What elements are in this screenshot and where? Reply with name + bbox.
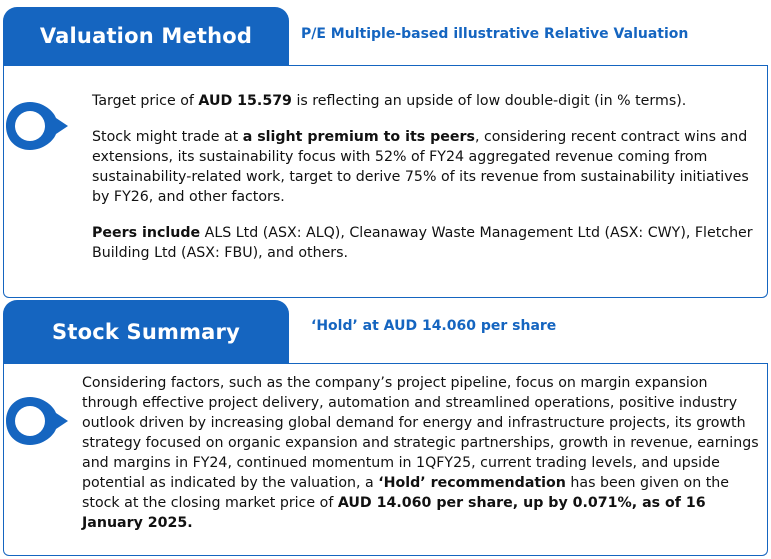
premium-highlight: a slight premium to its peers: [242, 129, 475, 145]
peers-label: Peers include: [92, 225, 201, 241]
summary-text: [82, 373, 764, 533]
closing-price-highlight: AUD 14.060 per share, up by 0.071%, as of 16 January 2025.: [82, 495, 706, 531]
hold-recommendation: ‘Hold’ recommendation: [378, 475, 566, 491]
location-pin-icon: [4, 395, 70, 447]
valuation-text: [92, 91, 764, 263]
section-subtitle: P/E Multiple-based illustrative Relative Valuation: [301, 26, 689, 42]
peers-paragraph: Peers include ALS Ltd (ASX: ALQ), Cleanaway Waste Management Ltd (ASX: CWY), Fletcher Building Ltd (ASX: FBU), and others.: [92, 225, 753, 261]
premium-paragraph: Stock might trade at a slight premium to its peers, considering recent contract wins and extensions, its sustainability focus with 52% of FY24 aggregated revenue coming from sustainability-related work, target to derive 75% of its revenue from sustainability initiatives by FY26, and other factors.: [92, 129, 749, 205]
target-price-paragraph: Target price of AUD 15.579 is reflecting an upside of low double-digit (in % terms).: [92, 93, 687, 109]
target-price-value: AUD 15.579: [198, 93, 292, 109]
stock-summary-section: [0, 298, 771, 559]
location-pin-icon: [4, 100, 70, 152]
section-tab-title: Stock Summary: [3, 300, 289, 363]
summary-paragraph: Considering factors, such as the company’s project pipeline, focus on margin expansion through effective project delivery, automation and streamlined operations, positive industry outlook driven by increasing global demand for energy and infrastructure projects, its growth strategy focused on organic expansion and strategic partnerships, growth in revenue, earnings and margins in FY24, continued momentum in 1QFY25, current trading levels, and upside potential as indicated by the valuation, a ‘Hold’ recommendation has been given on the stock at the closing market price of AUD 14.060 per share, up by 0.071%, as of 16 January 2025.: [82, 375, 759, 531]
section-tab-title: Valuation Method: [3, 7, 289, 65]
section-subtitle: ‘Hold’ at AUD 14.060 per share: [311, 318, 557, 334]
